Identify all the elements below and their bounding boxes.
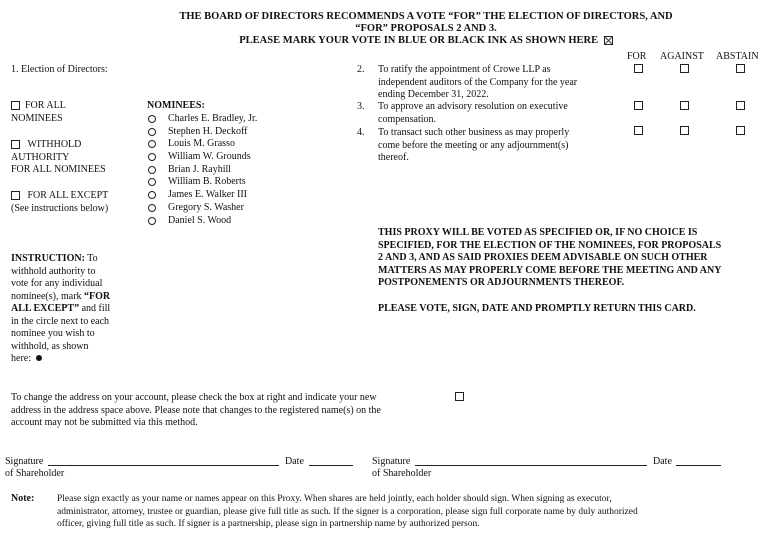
proposal-4-against-checkbox[interactable] [680,126,689,135]
proposal-4-abstain-checkbox[interactable] [736,126,745,135]
for-all-option[interactable] [11,100,66,125]
for-all-label-2: NOMINEES [11,112,63,124]
nominee-circle-icon[interactable] [148,204,156,212]
nominee-circle-icon[interactable] [148,128,156,136]
withhold-label-2: AUTHORITY [11,151,70,163]
nominee-circle-icon[interactable] [148,166,156,174]
for-all-except-note: (See instructions below) [11,202,109,214]
withhold-label: WITHHOLD [27,139,82,150]
proposal-2-for-checkbox[interactable] [634,64,643,73]
date-label-1: Date [285,456,304,467]
address-change-checkbox[interactable] [455,392,464,401]
proposal-2-line: independent auditors of the Company for the year [378,76,578,88]
header-line-2: “FOR” PROPOSALS 2 AND 3. [355,23,497,34]
for-all-except-option[interactable] [11,190,108,215]
proposal-3-against-checkbox[interactable] [680,101,689,110]
proposal-2-line: To ratify the appointment of Crowe LLP as [378,64,551,75]
withhold-option[interactable] [11,139,106,177]
proposal-2-line: ending December 31, 2022. [378,89,489,100]
proxy-statement-line: SPECIFIED, FOR THE ELECTION OF THE NOMINEES, FOR PROPOSALS [378,239,722,251]
proxy-statement-line: MATTERS AS MAY PROPERLY COME BEFORE THE MEETING AND ANY [378,264,722,276]
instruction-text: To [84,253,98,264]
note-text [57,493,769,531]
address-change-line: account may not be submitted via this method. [11,417,198,428]
address-change-text [11,392,441,430]
instruction-text: nominee(s), mark [11,290,85,302]
instruction-text: nominee you wish to [11,328,95,339]
proposal-4-line: come before the meeting or any adjournment(s) [378,139,569,151]
return-instruction: PLEASE VOTE, SIGN, DATE AND PROMPTLY RETURN THIS CARD. [378,303,696,314]
for-all-label: FOR ALL [25,100,66,111]
nominee-item[interactable]: Louis M. Grasso [148,138,298,151]
signature-label-2: Signature [372,456,411,467]
instruction-block [11,253,136,366]
note-line: Please sign exactly as your name or names appear on this Proxy. When shares are held jointly, each holder should sign. When signing as executor, [57,494,612,504]
instruction-emphasis: ALL EXCEPT” [11,303,80,314]
nominee-item[interactable]: James E. Walker III [148,189,298,202]
signature-sublabel-2: of Shareholder [372,468,432,479]
nominee-item[interactable]: Daniel S. Wood [148,215,298,228]
signature-line-2[interactable] [415,465,647,466]
header-line-3 [100,35,752,48]
proposal-3-for-checkbox[interactable] [634,101,643,110]
column-abstain: ABSTAIN [716,51,759,62]
instruction-label: INSTRUCTION: [11,253,85,264]
note-line: officer, giving full title as such. If signer is a partnership, please sign in partnership name by authorized person. [57,519,480,529]
signature-line-1[interactable] [48,465,279,466]
nominee-item[interactable]: William W. Grounds [148,151,298,164]
proposal-4-line: To transact such other business as may properly [378,127,570,138]
proxy-statement [378,227,768,290]
proposal-3-line: To approve an advisory resolution on executive [378,101,568,112]
address-change-line: address in the address space above. Please note that changes to the registered name(s) on the [11,404,381,416]
example-checked-box-icon [604,36,613,45]
nominee-item[interactable]: Brian J. Rayhill [148,164,298,177]
nominee-item[interactable]: Stephen H. Deckoff [148,126,298,139]
instruction-text: withhold authority to [11,265,96,277]
header-line-3-text: PLEASE MARK YOUR VOTE IN BLUE OR BLACK INK AS SHOWN HERE [239,35,599,46]
nominee-item[interactable]: William B. Roberts [148,176,298,189]
withhold-checkbox[interactable] [11,140,20,149]
nominees-label: NOMINEES: [147,100,205,111]
proxy-statement-line: POSTPONEMENTS OR ADJOURNMENTS THEREOF. [378,277,625,288]
for-all-checkbox[interactable] [11,101,20,110]
nominee-circle-icon[interactable] [148,115,156,123]
nominee-circle-icon[interactable] [148,178,156,186]
date-line-1[interactable] [309,465,353,466]
instruction-text: withhold, as shown [11,340,89,352]
nominee-circle-icon[interactable] [148,217,156,225]
header-line-1: THE BOARD OF DIRECTORS RECOMMENDS A VOTE “FOR” THE ELECTION OF DIRECTORS, AND [179,11,673,22]
proposal-4-for-checkbox[interactable] [634,126,643,135]
proposal-4-number: 4. [357,127,365,138]
address-change-line: To change the address on your account, please check the box at right and indicate your new [11,392,377,403]
signature-sublabel-1: of Shareholder [5,468,65,479]
proposal-4-line: thereof. [378,152,409,163]
instruction-text: vote for any individual [11,278,103,289]
proposal-2-number: 2. [357,64,365,75]
proposal-2-abstain-checkbox[interactable] [736,64,745,73]
proxy-statement-line: THIS PROXY WILL BE VOTED AS SPECIFIED OR, IF NO CHOICE IS [378,227,698,238]
column-for: FOR [627,51,647,62]
instruction-emphasis: “FOR [84,290,111,302]
proposal-2-text [378,64,618,102]
withhold-label-3: FOR ALL NOMINEES [11,164,106,175]
proposal-3-line: compensation. [378,113,437,125]
nominee-item[interactable]: Gregory S. Washer [148,202,298,215]
signature-label-1: Signature [5,456,44,467]
filled-circle-icon [36,355,42,361]
date-label-2: Date [653,456,672,467]
nominee-circle-icon[interactable] [148,191,156,199]
instruction-text: and fill [79,303,111,314]
nominee-circle-icon[interactable] [148,153,156,161]
note-label: Note: [11,493,35,504]
for-all-except-checkbox[interactable] [11,191,20,200]
proposal-3-number: 3. [357,101,365,112]
date-line-2[interactable] [676,465,721,466]
note-line: administrator, attorney, trustee or guardian, please give full title as such. If the signer is a corporation, please sign full corporate name by duly authorized [57,506,638,517]
nominee-circle-icon[interactable] [148,140,156,148]
nominee-item[interactable]: Charles E. Bradley, Jr. [148,113,298,126]
instruction-text: in the circle next to each [11,315,110,327]
for-all-except-label: FOR ALL EXCEPT [27,190,109,201]
column-against: AGAINST [660,51,704,62]
proposal-4-text [378,127,618,165]
instruction-text: here: [11,353,31,364]
nominee-list [148,113,298,227]
proposal-3-text [378,101,618,126]
proxy-statement-line: 2 AND 3, AND AS SAID PROXIES DEEM ADVISABLE ON SUCH OTHER [378,252,708,263]
election-title: 1. Election of Directors: [11,64,108,75]
proposal-3-abstain-checkbox[interactable] [736,101,745,110]
proposal-2-against-checkbox[interactable] [680,64,689,73]
